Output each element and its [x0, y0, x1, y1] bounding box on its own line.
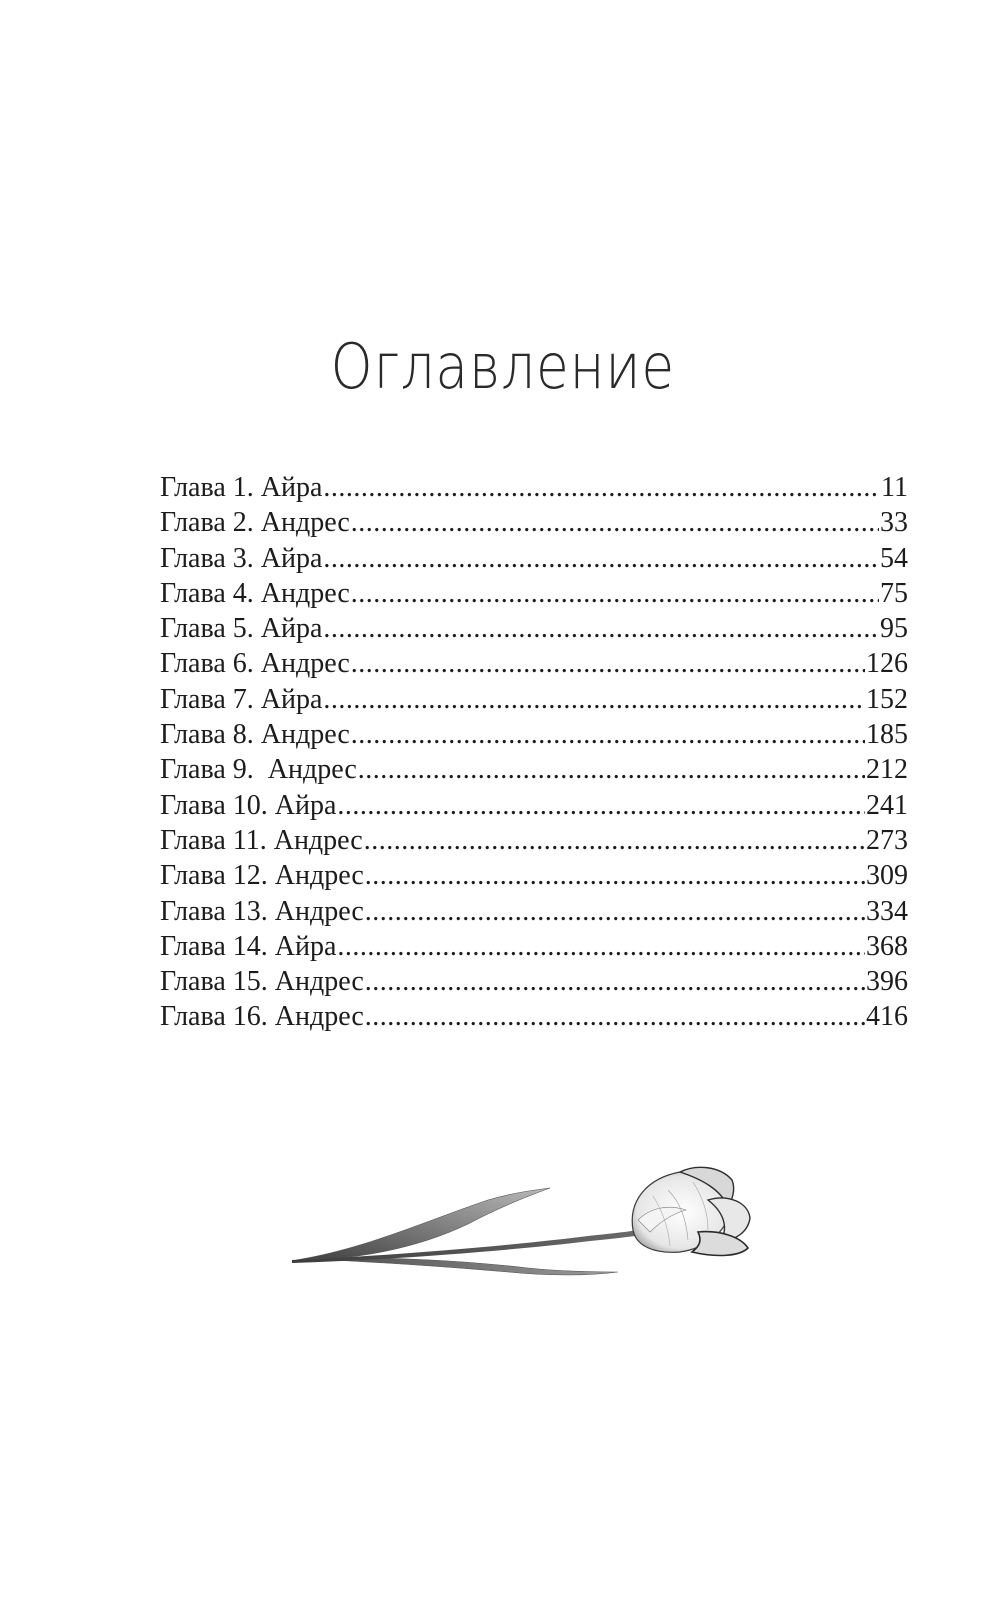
- toc-dot-leader: [365, 964, 865, 999]
- toc-entry-label: Глава 6. Андрес: [160, 648, 350, 680]
- toc-entry-page: 54: [880, 542, 908, 574]
- tulip-flower: [632, 1167, 750, 1255]
- toc-entry-label: Глава 1. Айра: [160, 472, 323, 503]
- toc-entry-page: 152: [866, 683, 908, 715]
- toc-entry[interactable]: [160, 646, 908, 681]
- toc-entry[interactable]: [160, 752, 908, 787]
- toc-dot-leader: [323, 611, 879, 646]
- toc-entry-label: Глава 13. Андрес: [160, 895, 364, 927]
- toc-entry-label: Глава 12. Андрес: [160, 860, 364, 892]
- toc-dot-leader: [358, 752, 865, 787]
- toc-dot-leader: [351, 717, 865, 752]
- toc-entry[interactable]: [160, 999, 908, 1034]
- page-title: Оглавление: [330, 330, 676, 403]
- tulip-leaf-lower: [308, 1258, 618, 1275]
- toc-dot-leader: [351, 505, 879, 540]
- toc-entry-page: 241: [866, 789, 908, 821]
- toc-entry-page: 273: [866, 824, 908, 856]
- toc-entry-page: 212: [866, 754, 908, 786]
- toc-dot-leader: [365, 858, 865, 893]
- toc-entry-label: Глава 5. Айра: [160, 613, 323, 645]
- toc-dot-leader: [365, 999, 865, 1034]
- toc-entry[interactable]: [160, 717, 908, 752]
- toc-entry[interactable]: [160, 858, 908, 893]
- toc-entry-label: Глава 3. Айра: [160, 542, 323, 574]
- toc-entry-page: 334: [866, 895, 908, 927]
- toc-entry[interactable]: [160, 964, 908, 999]
- toc-dot-leader: [323, 541, 879, 576]
- toc-entry-label: Глава 14. Айра: [160, 930, 337, 962]
- toc-entry[interactable]: [160, 823, 908, 858]
- tulip-stem: [292, 1230, 642, 1263]
- toc-entry[interactable]: [160, 788, 908, 823]
- toc-entry-label: Глава 15. Андрес: [160, 966, 364, 998]
- toc-dot-leader: [337, 788, 865, 823]
- toc-entry-label: Глава 4. Андрес: [160, 577, 350, 609]
- toc-entry-label: Глава 16. Андрес: [160, 1001, 364, 1033]
- toc-entry[interactable]: [160, 682, 908, 717]
- toc-entry-label: Глава 9. Андрес: [160, 754, 357, 786]
- toc-entry-label: Глава 11. Андрес: [160, 824, 363, 856]
- toc-entry-label: Глава 2. Андрес: [160, 507, 350, 539]
- toc-entry-page: 185: [866, 719, 908, 751]
- toc-entry-label: Глава 8. Андрес: [160, 719, 350, 751]
- toc-entry-label: Глава 10. Айра: [160, 789, 337, 821]
- toc-dot-leader: [337, 929, 865, 964]
- toc-entry-page: 33: [880, 507, 908, 539]
- toc-entry[interactable]: [160, 611, 908, 646]
- toc-entry-label: Глава 7. Айра: [160, 683, 323, 715]
- toc-entry-page: 126: [866, 648, 908, 680]
- toc-entry[interactable]: [160, 470, 908, 505]
- toc-entry-page: 11: [881, 472, 908, 503]
- toc-dot-leader: [365, 894, 865, 929]
- toc-dot-leader: [323, 682, 865, 717]
- toc-entry-page: 368: [866, 930, 908, 962]
- toc-dot-leader: [351, 646, 865, 681]
- toc-dot-leader: [323, 470, 880, 505]
- toc-entry[interactable]: [160, 541, 908, 576]
- toc-entry-page: 75: [880, 577, 908, 609]
- toc-entry-page: 396: [866, 966, 908, 998]
- table-of-contents: [160, 470, 908, 1035]
- toc-entry[interactable]: [160, 894, 908, 929]
- toc-entry[interactable]: [160, 505, 908, 540]
- toc-entry[interactable]: [160, 929, 908, 964]
- toc-dot-leader: [364, 823, 865, 858]
- toc-entry-page: 416: [866, 1001, 908, 1033]
- tulip-icon: [288, 1160, 768, 1310]
- toc-dot-leader: [351, 576, 879, 611]
- toc-entry-page: 95: [880, 613, 908, 645]
- toc-entry[interactable]: [160, 576, 908, 611]
- toc-entry-page: 309: [866, 860, 908, 892]
